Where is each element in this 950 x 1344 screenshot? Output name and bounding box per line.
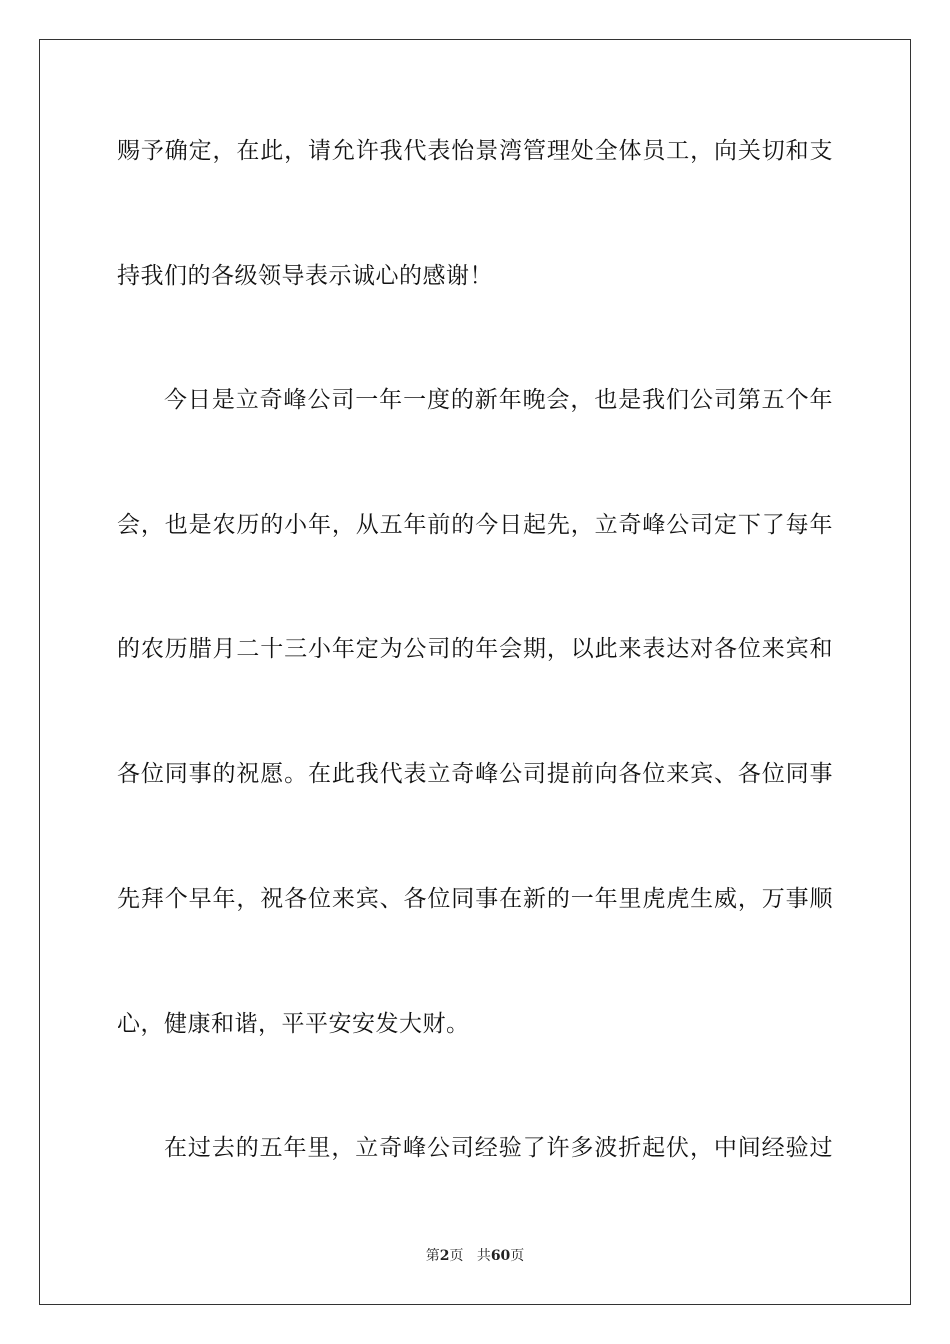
footer-page-suffix: 页: [449, 1248, 464, 1264]
page-number-footer: [0, 1247, 950, 1265]
current-page-number: 2: [439, 1248, 450, 1264]
footer-total-prefix: 共: [476, 1248, 491, 1264]
body-text-line-3: 今日是立奇峰公司一年一度的新年晚会，也是我们公司第五个年: [164, 387, 833, 413]
body-text-line-8: 心，健康和谐，平平安安发大财。: [117, 1011, 470, 1037]
body-text-line-5: 的农历腊月二十三小年定为公司的年会期，以此来表达对各位来宾和: [117, 636, 833, 662]
footer-total-suffix: 页: [510, 1248, 525, 1264]
body-text-line-4: 会，也是农历的小年，从五年前的今日起先，立奇峰公司定下了每年: [117, 512, 833, 538]
total-page-count: 60: [490, 1248, 511, 1264]
page-border: [39, 39, 911, 1305]
body-text-line-9: 在过去的五年里，立奇峰公司经验了许多波折起伏，中间经验过: [164, 1135, 833, 1161]
footer-prefix: 第: [425, 1248, 440, 1264]
body-text-line-1: 赐予确定，在此，请允许我代表怡景湾管理处全体员工，向关切和支: [117, 138, 833, 164]
body-text-line-6: 各位同事的祝愿。在此我代表立奇峰公司提前向各位来宾、各位同事: [117, 761, 833, 787]
body-text-line-2: 持我们的各级领导表示诚心的感谢！: [117, 263, 493, 289]
body-text-line-7: 先拜个早年，祝各位来宾、各位同事在新的一年里虎虎生威，万事顺: [117, 886, 833, 912]
